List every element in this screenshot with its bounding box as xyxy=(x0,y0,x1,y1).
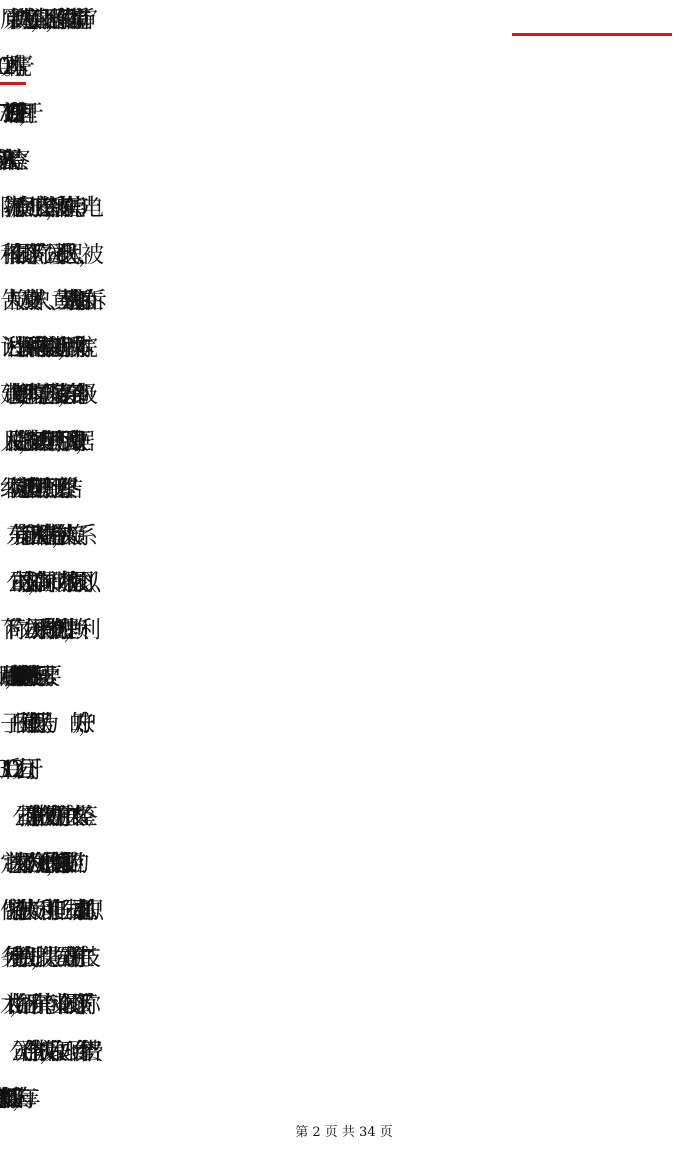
text-line: 告人赖 及其辩护人 、黄雪芬到庭参加诉讼。在诉 xyxy=(0,288,87,315)
text-line: 年 5 月 9 日公开开庭审理了本案。东莞市第三市区人民检察 xyxy=(0,147,11,174)
text-line: 科技有限公司（以下简称 公司）委托代理人 ，被 xyxy=(0,241,84,268)
text-line: 定该技术属于不为公众所知悉的技术信息），并采取了相应的 xyxy=(0,851,70,878)
text-line: 子王 中国建设银行账号为 的账户， xyxy=(0,710,81,737)
text-line: 公司的技术副总，在向深圳市 力数控有限公司（以 xyxy=(0,569,81,596)
text-line: 公司）合作生产扩散板，后收取王 项目合作介绍费 xyxy=(0,1038,84,1065)
text-line xyxy=(0,50,688,84)
text-line: 用职务便利向 力公司索要 5000 元回扣，并提供了其妻 xyxy=(0,663,26,690)
text-line: 东莞市第三市区人民检察院指控称，被告人赖 系 xyxy=(0,522,78,549)
text-line: 务便利主动找到王 ，以提供 公司生产配方和生产技 xyxy=(0,945,81,971)
text-line: 人民法院批准，本案延长审理期限三个月；后因调取证据， xyxy=(0,429,78,456)
text-line: 公司拥有生产扩散板的生产配方和生产技术（经鉴 xyxy=(0,804,78,831)
text-line: 经本院同意延长审理期限三个月。现已审理终结。 xyxy=(0,476,66,502)
text-line: 原审判决认定事实不清，证据不足，将案件发回本院重新审 xyxy=(0,7,78,33)
text-line: 讼过程中公诉机关两次向本院建议延期审理，后两次向本院 xyxy=(0,335,78,362)
page-footer: 第 2 页 共 34 页 xyxy=(295,1125,393,1140)
text-line: 术为由，介绍王 和东莞市 实业有限公司（以下简称 xyxy=(0,991,81,1018)
text-line xyxy=(0,97,688,131)
text-line: 建议恢复审理，本院均予同意。因案情复杂，经东莞市中级 xyxy=(0,382,78,409)
text-line: 保密措施。被告人赖 利用其担任 公司技术副总的职 xyxy=(0,898,84,925)
text-line: 院指派检察员何 出庭支持公诉，被害单位东莞市 光电 xyxy=(0,194,84,221)
text-line xyxy=(0,1082,688,1116)
text-line: 下简称 力公司）采购一台雕刻机的过程中，赖 利 xyxy=(0,616,81,643)
text-line xyxy=(0,753,688,787)
